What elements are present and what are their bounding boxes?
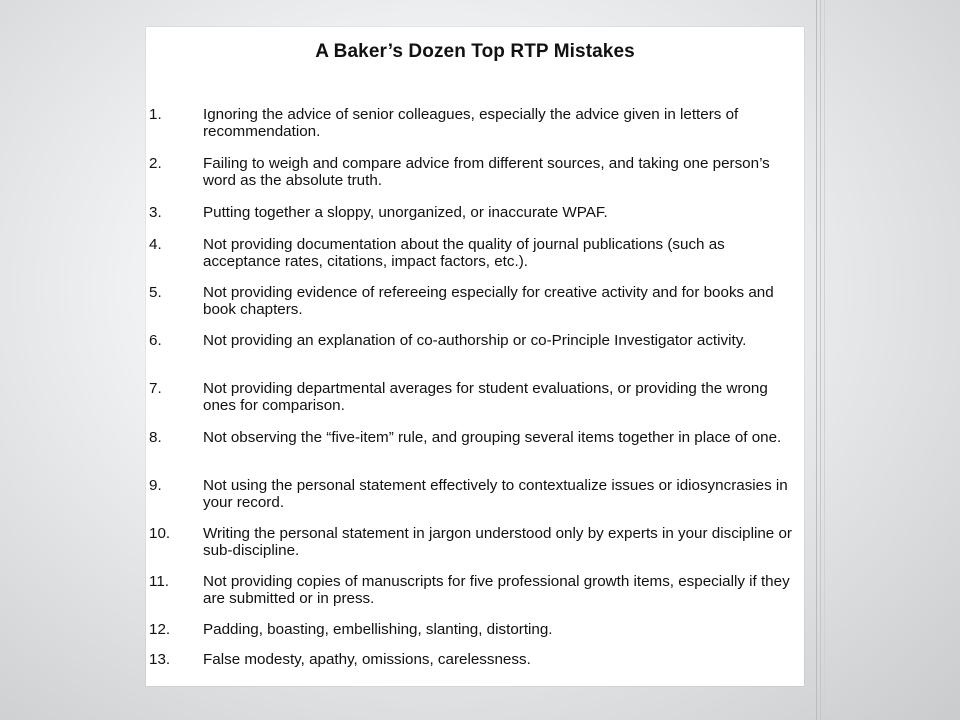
item-number: 1.: [149, 106, 162, 123]
item-number: 9.: [149, 477, 162, 494]
item-number: 7.: [149, 380, 162, 397]
item-text: Ignoring the advice of senior colleagues, especially the advice given in letters of recommendation.: [203, 106, 739, 140]
document-page: [146, 27, 804, 686]
item-text: Putting together a sloppy, unorganized, or inaccurate WPAF.: [203, 204, 608, 221]
slide-frame-line: [816, 0, 817, 720]
item-text: Writing the personal statement in jargon understood only by experts in your discipline or sub-discipline.: [203, 525, 792, 559]
item-number: 5.: [149, 284, 162, 301]
item-number: 2.: [149, 155, 162, 172]
item-text: False modesty, apathy, omissions, carelessness.: [203, 651, 531, 668]
item-number: 6.: [149, 332, 162, 349]
item-number: 11.: [149, 573, 169, 590]
item-text: Not providing copies of manuscripts for five professional growth items, especially if they are submitted or in press.: [203, 573, 790, 607]
item-text: Not observing the “five-item” rule, and grouping several items together in place of one.: [203, 429, 782, 446]
item-number: 4.: [149, 236, 162, 253]
item-text: Failing to weigh and compare advice from different sources, and taking one person’s word as the absolute truth.: [203, 155, 770, 189]
item-number: 13.: [149, 651, 171, 668]
slide-frame-line: [824, 0, 825, 720]
document-title: A Baker’s Dozen Top RTP Mistakes: [315, 41, 635, 62]
item-number: 3.: [149, 204, 162, 221]
item-number: 8.: [149, 429, 162, 446]
item-text: Not using the personal statement effectively to contextualize issues or idiosyncrasies in your record.: [203, 477, 788, 511]
item-number: 10.: [149, 525, 171, 542]
item-text: Not providing documentation about the quality of journal publications (such as acceptance rates, citations, impact factors, etc.).: [203, 236, 725, 270]
slide-frame-line: [820, 0, 821, 720]
item-number: 12.: [149, 621, 171, 638]
item-text: Not providing departmental averages for student evaluations, or providing the wrong ones for comparison.: [203, 380, 768, 414]
item-text: Not providing an explanation of co-authorship or co-Principle Investigator activity.: [203, 332, 747, 349]
item-text: Not providing evidence of refereeing especially for creative activity and for books and book chapters.: [203, 284, 774, 318]
item-text: Padding, boasting, embellishing, slanting, distorting.: [203, 621, 553, 638]
